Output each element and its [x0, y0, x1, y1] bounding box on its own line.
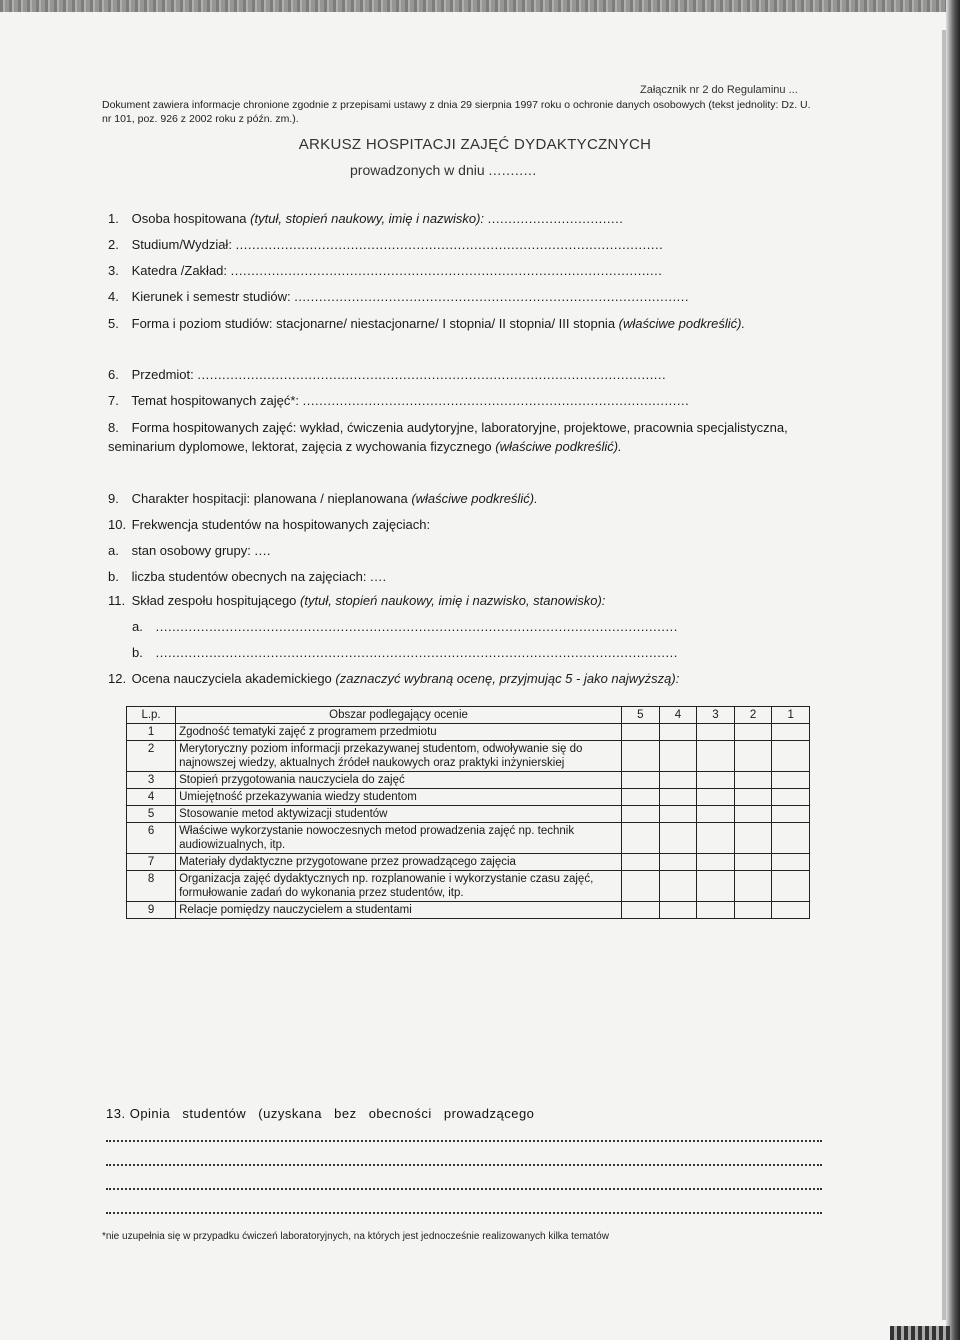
grade-cell-1[interactable]: [772, 871, 810, 902]
table-row: [127, 724, 810, 741]
row-number: 6: [127, 823, 176, 854]
grade-cell-5[interactable]: [622, 806, 660, 823]
table-row: [127, 902, 810, 919]
field-label[interactable]: Charakter hospitacji: planowana / nieplanowana: [131, 491, 408, 506]
scan-edge-right: [946, 0, 960, 1340]
table-row: [127, 871, 810, 902]
field-fill[interactable]: ........................................................................................................: [235, 237, 664, 252]
data-protection-notice: Dokument zawiera informacje chronione zgodnie z przepisami ustawy z dnia 29 sierpnia 1997 roku o ochronie danych osobowych (tekst jednolity: Dz. U. nr 101, poz. 926 z 2002 roku z późn. zm.).: [102, 99, 811, 125]
grade-cell-3[interactable]: [697, 741, 735, 772]
document-subtitle: [350, 162, 537, 178]
document-title: ARKUSZ HOSPITACJI ZAJĘĆ DYDAKTYCZNYCH: [298, 136, 652, 153]
grade-cell-3[interactable]: [697, 772, 735, 789]
row-criterion: Umiejętność przekazywania wiedzy studentom: [176, 789, 622, 806]
grade-cell-5[interactable]: [622, 741, 660, 772]
student-opinion-heading: [106, 1106, 534, 1121]
grade-cell-2[interactable]: [734, 854, 772, 871]
field-label: Opinia studentów (uzyskana bez obecności prowadzącego: [129, 1106, 535, 1121]
header-grade-1: 1: [772, 707, 810, 724]
grade-cell-4[interactable]: [659, 806, 697, 823]
field-hint: (właściwe podkreślić).: [411, 491, 538, 506]
field-hint: (zaznaczyć wybraną ocenę, przyjmując 5 - jako najwyższą):: [335, 671, 680, 686]
grade-cell-2[interactable]: [734, 789, 772, 806]
field-subject: [108, 366, 666, 384]
row-criterion: Stosowanie metod aktywizacji studentów: [176, 806, 622, 823]
row-criterion: Organizacja zajęć dydaktycznych np. rozplanowanie i wykorzystanie czasu zajęć, formułowanie zadań do wykonania przez studentów, itp.: [176, 871, 622, 902]
grade-cell-4[interactable]: [659, 741, 697, 772]
grade-cell-5[interactable]: [622, 789, 660, 806]
grade-cell-2[interactable]: [734, 741, 772, 772]
header-lp: L.p.: [127, 707, 176, 724]
field-attendance: [108, 516, 430, 534]
grade-cell-4[interactable]: [659, 902, 697, 919]
footnote: *nie uzupełnia się w przypadku ćwiczeń laboratoryjnych, na których jest jednocześnie realizowanych kilka tematów: [102, 1231, 609, 1242]
grade-cell-1[interactable]: [772, 724, 810, 741]
grade-cell-1[interactable]: [772, 741, 810, 772]
field-faculty: [108, 236, 663, 254]
opinion-line-1[interactable]: [106, 1140, 822, 1142]
header-grade-4: 4: [659, 707, 697, 724]
subtitle-text: prowadzonych w dniu: [350, 162, 485, 178]
field-fill[interactable]: .........................................................................................................: [230, 263, 663, 278]
field-number: 4.: [108, 289, 119, 304]
field-hint: (właściwe podkreślić).: [495, 439, 622, 454]
header-grade-3: 3: [697, 707, 735, 724]
field-label: Osoba hospitowana: [131, 211, 247, 226]
row-criterion: Właściwe wykorzystanie nowoczesnych metod prowadzenia zajęć np. technik audiowizualnych, itp.: [176, 823, 622, 854]
row-number: 3: [127, 772, 176, 789]
field-number: 13.: [106, 1106, 126, 1121]
field-number: 10.: [108, 517, 127, 532]
header-grade-2: 2: [734, 707, 772, 724]
field-inspection-type: [108, 490, 538, 508]
grade-cell-4[interactable]: [659, 823, 697, 854]
field-label: Przedmiot:: [131, 367, 194, 382]
field-number: a.: [108, 543, 119, 558]
grade-cell-5[interactable]: [622, 854, 660, 871]
grade-cell-1[interactable]: [772, 806, 810, 823]
grade-cell-5[interactable]: [622, 724, 660, 741]
row-number: 8: [127, 871, 176, 902]
field-label[interactable]: Forma hospitowanych zajęć: wykład, ćwiczenia audytoryjne, laboratoryjne, projektowe, pracownia specjalistyczna, seminarium dyplomowe, lektorat, zajęcia z wychowania fizycznego: [108, 420, 788, 454]
grade-cell-4[interactable]: [659, 871, 697, 902]
grade-cell-2[interactable]: [734, 724, 772, 741]
field-number: 9.: [108, 491, 119, 506]
field-class-form: [108, 418, 820, 456]
header-area: Obszar podlegający ocenie: [176, 707, 622, 724]
field-department: [108, 262, 662, 280]
grade-cell-3[interactable]: [697, 902, 735, 919]
field-number: 2.: [108, 237, 119, 252]
grade-cell-4[interactable]: [659, 789, 697, 806]
opinion-line-4[interactable]: [106, 1212, 822, 1214]
grade-cell-2[interactable]: [734, 902, 772, 919]
field-label: Katedra /Zakład:: [131, 263, 228, 278]
field-students-present: [108, 568, 387, 586]
field-label: Kierunek i semestr studiów:: [131, 289, 291, 304]
row-criterion: Materiały dydaktyczne przygotowane przez prowadzącego zajęcia: [176, 854, 622, 871]
grade-cell-1[interactable]: [772, 772, 810, 789]
field-number: b.: [132, 645, 143, 660]
grade-cell-4[interactable]: [659, 724, 697, 741]
grade-cell-3[interactable]: [697, 871, 735, 902]
grade-cell-4[interactable]: [659, 854, 697, 871]
field-label: Temat hospitowanych zajęć*:: [131, 393, 300, 408]
grade-cell-1[interactable]: [772, 854, 810, 871]
grade-cell-1[interactable]: [772, 789, 810, 806]
field-hint: (tytuł, stopień naukowy, imię i nazwisko):: [250, 211, 485, 226]
field-hospitalized-person: [108, 210, 623, 228]
table-row: [127, 789, 810, 806]
grade-cell-3[interactable]: [697, 854, 735, 871]
table-row: [127, 741, 810, 772]
field-fill[interactable]: ...............................................................................................................................: [155, 619, 678, 634]
field-number: 3.: [108, 263, 119, 278]
row-number: 2: [127, 741, 176, 772]
field-fill[interactable]: ................................................................................................: [294, 289, 689, 304]
table-row: [127, 806, 810, 823]
field-fill[interactable]: ...............................................................................................................................: [155, 645, 678, 660]
grade-cell-3[interactable]: [697, 724, 735, 741]
row-number: 7: [127, 854, 176, 871]
grade-cell-3[interactable]: [697, 789, 735, 806]
row-criterion: Zgodność tematyki zajęć z programem przedmiotu: [176, 724, 622, 741]
grade-cell-4[interactable]: [659, 772, 697, 789]
field-number: 7.: [108, 393, 119, 408]
opinion-line-3[interactable]: [106, 1188, 822, 1190]
field-study-form: [108, 314, 820, 333]
field-fill[interactable]: .................................: [487, 211, 624, 226]
field-label: Skład zespołu hospitującego: [131, 593, 297, 608]
field-number: 1.: [108, 211, 119, 226]
row-criterion: Relacje pomiędzy nauczycielem a studentami: [176, 902, 622, 919]
row-number: 4: [127, 789, 176, 806]
scan-shadow-right: [942, 30, 946, 1320]
table-header-row: [127, 707, 810, 724]
field-fill[interactable]: ....: [254, 543, 271, 558]
field-inspection-team: [108, 592, 605, 610]
field-number: 12.: [108, 671, 127, 686]
row-number: 9: [127, 902, 176, 919]
field-label[interactable]: Forma i poziom studiów: stacjonarne/ niestacjonarne/ I stopnia/ II stopnia/ III stopnia: [131, 316, 616, 331]
field-fill[interactable]: ....: [370, 569, 387, 584]
opinion-line-2[interactable]: [106, 1164, 822, 1166]
grade-cell-5[interactable]: [622, 871, 660, 902]
field-fill[interactable]: ..............................................................................................: [302, 393, 690, 408]
field-number: 6.: [108, 367, 119, 382]
table-row: [127, 854, 810, 871]
field-label: Ocena nauczyciela akademickiego: [131, 671, 332, 686]
field-major-semester: [108, 288, 689, 306]
row-number: 1: [127, 724, 176, 741]
field-number: a.: [132, 619, 143, 634]
table-row: [127, 772, 810, 789]
attachment-note: Załącznik nr 2 do Regulaminu ...: [640, 84, 798, 96]
field-hint: (właściwe podkreślić).: [618, 316, 746, 331]
field-number: 8.: [108, 420, 119, 435]
field-label: liczba studentów obecnych na zajęciach:: [131, 569, 367, 584]
grade-cell-1[interactable]: [772, 902, 810, 919]
field-fill[interactable]: ..................................................................................................................: [197, 367, 667, 382]
field-hint: (tytuł, stopień naukowy, imię i nazwisko, stanowisko):: [300, 593, 606, 608]
field-teacher-rating: [108, 670, 679, 688]
grade-cell-2[interactable]: [734, 823, 772, 854]
field-label: stan osobowy grupy:: [131, 543, 251, 558]
field-topic: [108, 392, 689, 410]
field-team-member-a: [108, 618, 678, 636]
grade-cell-2[interactable]: [734, 772, 772, 789]
grade-cell-3[interactable]: [697, 823, 735, 854]
grade-cell-1[interactable]: [772, 823, 810, 854]
field-team-member-b: [108, 644, 678, 662]
scan-edge-top: [0, 0, 960, 12]
field-number: b.: [108, 569, 119, 584]
grade-cell-2[interactable]: [734, 806, 772, 823]
field-label: Frekwencja studentów na hospitowanych zajęciach:: [131, 517, 431, 532]
row-number: 5: [127, 806, 176, 823]
field-number: 5.: [108, 316, 119, 331]
header-grade-5: 5: [622, 707, 660, 724]
grade-cell-5[interactable]: [622, 902, 660, 919]
field-label: Studium/Wydział:: [131, 237, 232, 252]
date-field[interactable]: ...........: [488, 162, 537, 178]
grade-cell-2[interactable]: [734, 871, 772, 902]
row-criterion: Stopień przygotowania nauczyciela do zajęć: [176, 772, 622, 789]
row-criterion: Merytoryczny poziom informacji przekazywanej studentom, odwoływanie się do najnowszej wiedzy, aktualnych źródeł naukowych oraz praktyki inżynierskiej: [176, 741, 622, 772]
evaluation-table: [126, 706, 810, 919]
grade-cell-5[interactable]: [622, 823, 660, 854]
field-number: 11.: [108, 593, 126, 608]
grade-cell-5[interactable]: [622, 772, 660, 789]
table-row: [127, 823, 810, 854]
field-group-size: [108, 542, 271, 560]
grade-cell-3[interactable]: [697, 806, 735, 823]
scan-edge-bottom: [890, 1326, 950, 1340]
